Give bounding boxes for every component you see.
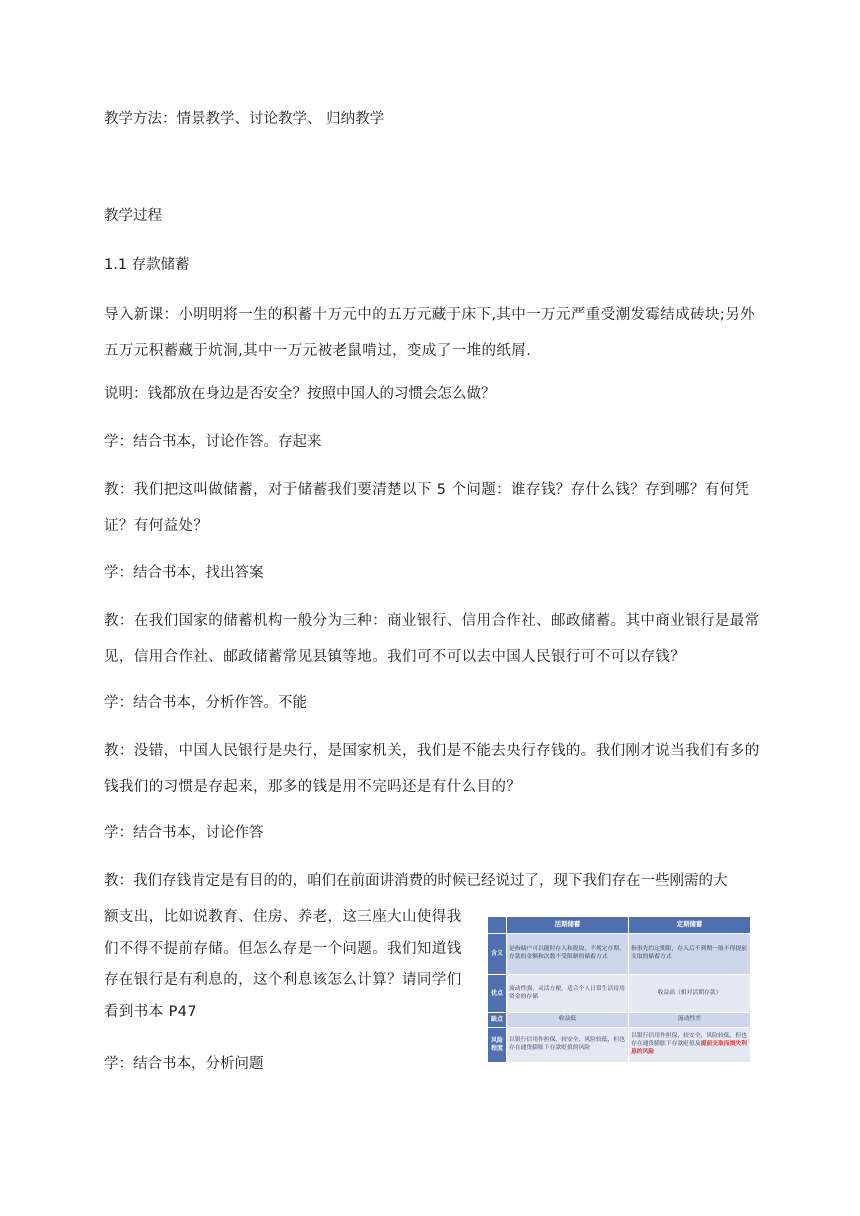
- student-paragraph-1: 学：结合书本，讨论作答。存起来: [104, 434, 322, 450]
- section-title: 1.1 存款储蓄: [104, 257, 190, 273]
- cell-fixed-disadvantage: 流动性差: [629, 1012, 751, 1027]
- table-header-corner: [488, 917, 507, 934]
- student-paragraph-4: 学：结合书本，讨论作答: [104, 825, 264, 841]
- student-paragraph-3: 学：结合书本，分析作答。不能: [104, 695, 307, 711]
- cell-fixed-meaning: 指事先约定期限，存入后不到期一般不得提前支取的储蓄方式: [629, 933, 751, 975]
- teacher-paragraph-4-continued: 额支出，比如说教育、住房、养老，这三座大山使得我们不得不提前存储。但怎么存是一个问题。我们知道钱存在银行是有利息的，这个利息该怎么计算？请同学们看到书本 P47: [104, 909, 462, 1020]
- cell-fixed-risk-highlight: 提前支取而损失利息的风险: [631, 1040, 747, 1055]
- row-label-risk: 风险程度: [488, 1027, 507, 1063]
- cell-current-meaning: 是指储户可以随时存入和提取、不规定存期、存款的金额和次数不受限制的储蓄方式: [507, 933, 629, 975]
- row-label-advantage: 优点: [488, 975, 507, 1013]
- teacher-paragraph-3: 教：没错，中国人民银行是央行，是国家机关，我们是不能去央行存钱的。我们刚才说当我们有多的钱我们的习惯是存起来，那多的钱是用不完吗还是有什么目的？: [104, 743, 760, 795]
- table-header-fixed-savings: 定期储蓄: [629, 917, 751, 934]
- table-row: [488, 1012, 751, 1027]
- cell-current-disadvantage: 收益低: [507, 1012, 629, 1027]
- student-paragraph-2: 学：结合书本，找出答案: [104, 565, 264, 581]
- table-header-row: [488, 917, 751, 934]
- teacher-paragraph-4-first-line: 教：我们存钱肯定是有目的的，咱们在前面讲消费的时候已经说过了，现下我们存在一些刚需的大: [104, 873, 728, 889]
- teacher-paragraph-2: 教：在我们国家的储蓄机构一般分为三种：商业银行、信用合作社、邮政储蓄。其中商业银行是最常见，信用合作社、邮政储蓄常见县镇等地。我们可不可以去中国人民银行可不可以存钱？: [104, 613, 760, 665]
- cell-fixed-risk: [629, 1027, 751, 1063]
- cell-current-risk: 以银行信用作担保，较安全，风险较低，但也存在通货膨胀下存款贬值的风险: [507, 1027, 629, 1063]
- cell-current-advantage: 流动性强，灵活方便，适合个人日常生活待用资金的存储: [507, 975, 629, 1013]
- teacher-paragraph-1: 教：我们把这叫做储蓄，对于储蓄我们要清楚以下 5 个问题：谁存钱？存什么钱？存到哪？有何凭证？有何益处？: [104, 482, 750, 534]
- cell-fixed-advantage: 收益高（相对活期存款）: [629, 975, 751, 1013]
- table-header-current-savings: 活期储蓄: [507, 917, 629, 934]
- cell-fixed-risk-text: 以银行信用作担保，较安全，风险较低，但也存在通货膨胀下存款贬值及: [631, 1033, 747, 1047]
- explain-paragraph: 说明：钱都放在身边是否安全？按照中国人的习惯会怎么做？: [104, 386, 496, 402]
- table-row: [488, 1027, 751, 1063]
- row-label-disadvantage: 缺点: [488, 1012, 507, 1027]
- teaching-process-heading: 教学过程: [104, 208, 162, 224]
- student-paragraph-5: 学：结合书本，分析问题: [104, 1056, 264, 1072]
- teaching-methods: 教学方法：情景教学、讨论教学、 归纳教学: [104, 111, 385, 127]
- table-row: [488, 933, 751, 975]
- savings-comparison-table: [487, 916, 751, 1063]
- row-label-meaning: 含义: [488, 933, 507, 975]
- intro-paragraph: 导入新课：小明明将一生的积蓄十万元中的五万元藏于床下,其中一万元严重受潮发霉结成砖块;另外五万元积蓄藏于炕洞,其中一万元被老鼠啃过，变成了一堆的纸屑.: [104, 307, 755, 359]
- table-row: [488, 975, 751, 1013]
